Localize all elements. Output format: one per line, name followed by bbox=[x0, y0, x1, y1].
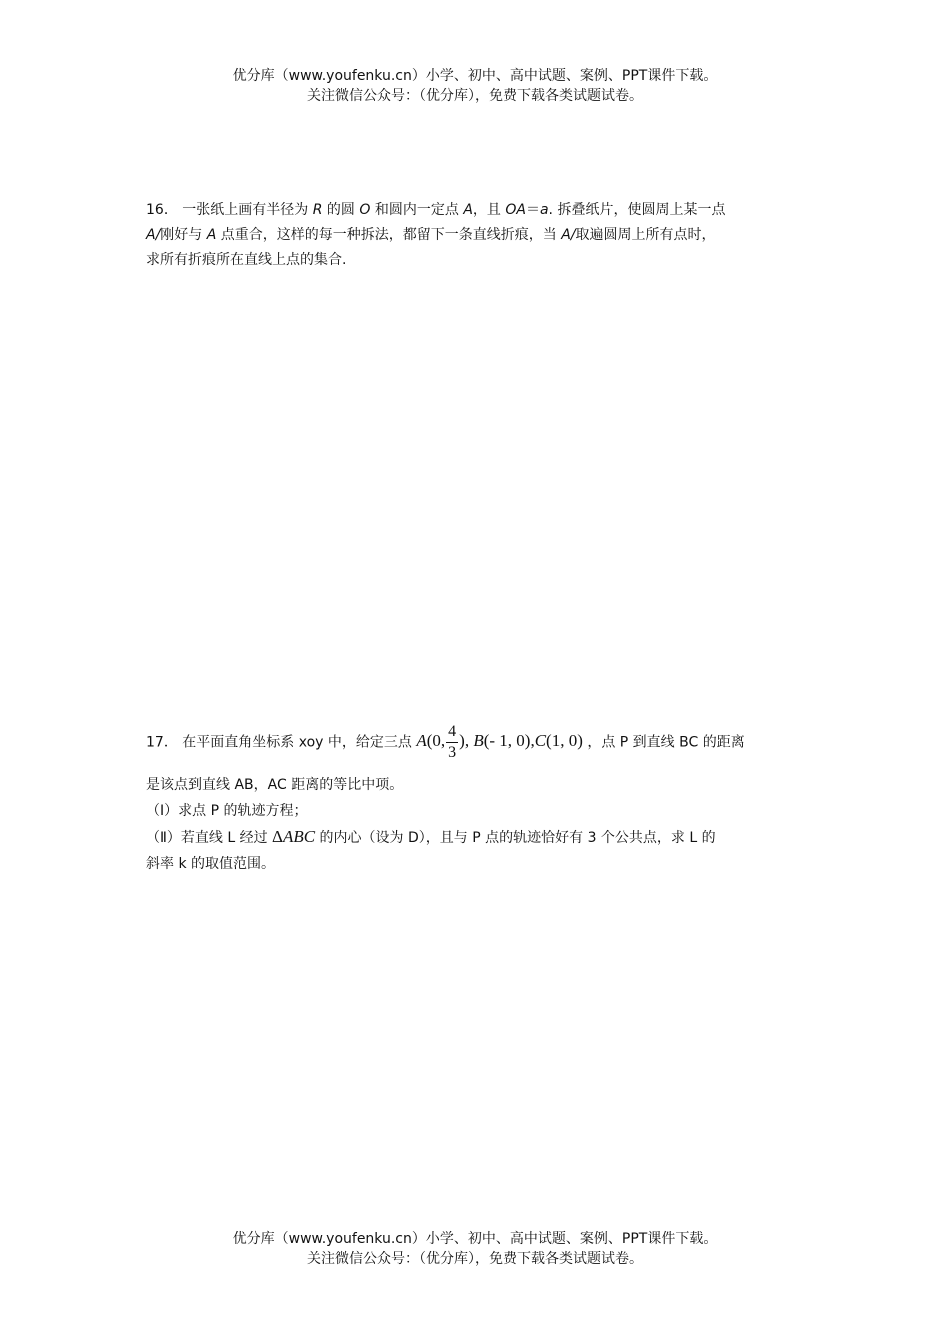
q17-line-2: 是该点到直线 AB，AC 距离的等比中项。 bbox=[146, 777, 404, 793]
header-line-1: 优分库（www.youfenku.cn）小学、初中、高中试题、案例、PPT课件下载。 bbox=[232, 68, 718, 84]
question-17 bbox=[146, 722, 806, 877]
q17-number: 17． bbox=[146, 734, 178, 751]
footer-line-1: 优分库（www.youfenku.cn）小学、初中、高中试题、案例、PPT课件下载。 bbox=[232, 1231, 718, 1247]
footer-line-2: 关注微信公众号：（优分库），免费下载各类试题试卷。 bbox=[307, 1251, 643, 1267]
q16-line-3: 求所有折痕所在直线上点的集合. bbox=[146, 252, 347, 268]
triangle-abc-symbol: ΔABC bbox=[272, 827, 316, 846]
q16-line-2: A/刚好与 A 点重合，这样的每一种拆法，都留下一条直线折痕，当 A/取遍圆周上所有点时， bbox=[146, 227, 716, 243]
page-header bbox=[0, 66, 950, 106]
q16-line-1: 16． 一张纸上画有半径为 R 的圆 O 和圆内一定点 A，且 OA＝a. 拆叠纸片，使圆周上某一点 bbox=[146, 202, 726, 218]
q17-points-formula: A(0, $\frac{4}{3}$ ), B(- 1, 0),C(1, 0) bbox=[416, 723, 583, 761]
page-footer bbox=[0, 1229, 950, 1269]
q17-line-1: 17． 在平面直角坐标系 xoy 中，给定三点 A(0, $\frac{4}{3}$ ), B(- 1, 0),C(1, 0) ，点 P 到直线 BC 的距离 bbox=[146, 723, 745, 761]
q17-part-1: （Ⅰ）求点 P 的轨迹方程； bbox=[146, 803, 308, 819]
q17-part-2: （Ⅱ）若直线 L 经过 ΔABC 的内心（设为 D），且与 P 点的轨迹恰好有 3 个公共点，求 L 的 bbox=[146, 827, 716, 846]
q16-number: 16． bbox=[146, 202, 178, 218]
fraction-four-thirds: $\frac{4}{3}$ bbox=[448, 723, 457, 761]
header-line-2: 关注微信公众号：（优分库），免费下载各类试题试卷。 bbox=[307, 88, 643, 104]
q17-part-2-continued: 斜率 k 的取值范围。 bbox=[146, 856, 276, 872]
question-16 bbox=[146, 198, 806, 273]
